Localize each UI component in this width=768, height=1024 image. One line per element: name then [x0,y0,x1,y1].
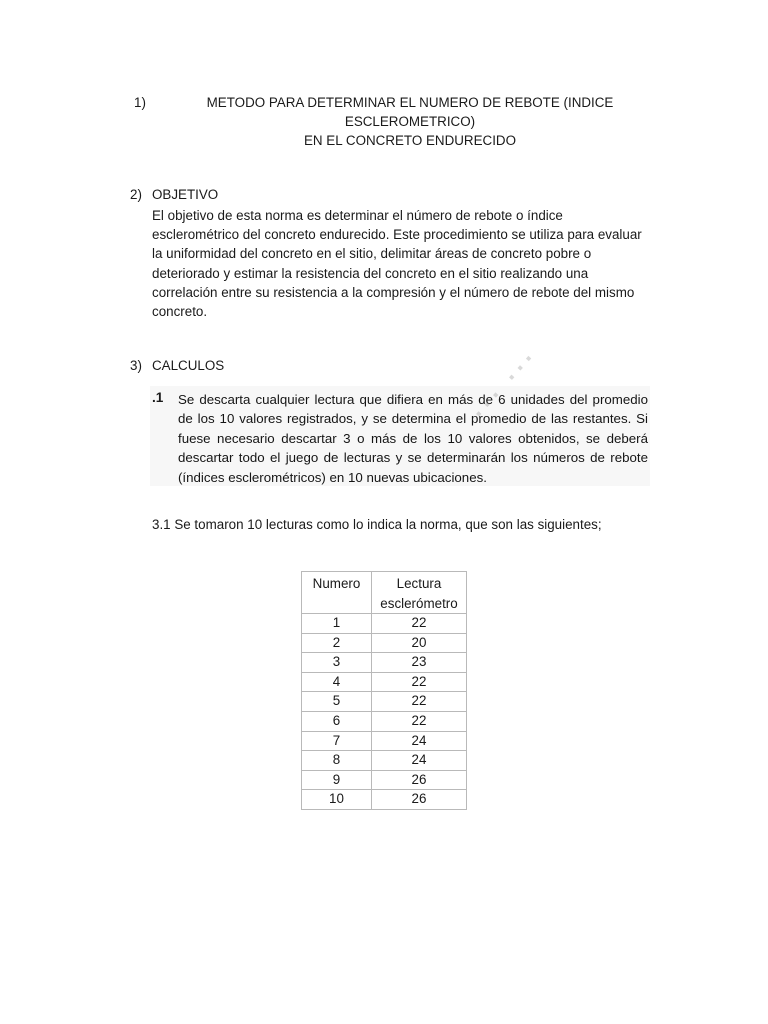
cell-lectura: 22 [372,672,467,692]
table-row [302,692,467,712]
cell-numero: 3 [302,653,372,673]
table-row [302,731,467,751]
cell-numero: 4 [302,672,372,692]
cell-lectura: 22 [372,692,467,712]
section-3-number: 3) [130,358,142,373]
paragraph-line: El objetivo de esta norma es determinar el número de rebote o índice [152,208,563,223]
cell-lectura: 20 [372,633,467,653]
table-row [302,751,467,771]
section-2-paragraph [152,206,662,321]
table-row [302,672,467,692]
cell-numero: 7 [302,731,372,751]
section-3-1-intro: 3.1 Se tomaron 10 lecturas como lo indica la norma, que son las siguientes; [152,517,602,532]
section-3-heading: CALCULOS [152,358,225,373]
cell-lectura: 23 [372,653,467,673]
paragraph-line: concreto. [152,304,208,320]
table-row [302,770,467,790]
excerpt-text: Se descarta cualquier lectura que difiera en más de 6 unidades del promedio de los 10 valores registrados, y se determina el promedio de las restantes. Si fuese necesario descartar 3 o más de los 10 valores obtenidos, se deberá descartar todo el juego de lecturas y se determinarán los números de rebote (índices esclerométricos) en 10 nuevas ubicaciones. [178,392,648,485]
cell-lectura: 22 [372,614,467,634]
cell-lectura: 26 [372,770,467,790]
cell-numero: 5 [302,692,372,712]
section-1-title [130,93,670,150]
cell-numero: 1 [302,614,372,634]
section-2-number: 2) [130,187,142,202]
cell-numero: 8 [302,751,372,771]
cell-lectura: 26 [372,790,467,810]
paragraph-line: correlación entre su resistencia a la compresión y el número de rebote del mismo [152,284,635,300]
excerpt-bullet: .1 [152,390,164,405]
section-1-title-line1: METODO PARA DETERMINAR EL NUMERO DE REBOTE (INDICE ESCLEROMETRICO) [206,95,614,129]
cell-numero: 2 [302,633,372,653]
header-lectura-line2: esclerómetro [380,595,458,611]
cell-numero: 10 [302,790,372,810]
paragraph-line: la uniformidad del concreto en el sitio, delimitar áreas de concreto pobre o [152,246,592,262]
table-row [302,790,467,810]
scan-watermark-mark: ··· ··· [464,341,546,427]
section-2-heading: OBJETIVO [152,187,219,202]
scanned-excerpt [150,386,650,486]
table-row [302,614,467,634]
table-row [302,633,467,653]
cell-numero: 6 [302,711,372,731]
table-header-row [302,572,467,614]
section-1-number: 1) [134,95,146,110]
section-1-title-line2: EN EL CONCRETO ENDURECIDO [303,133,517,148]
table-row [302,653,467,673]
readings-table [301,571,467,810]
table-row [302,711,467,731]
paragraph-line: deteriorado y estimar la resistencia del concreto en el sitio realizando una [152,265,589,281]
cell-lectura: 24 [372,731,467,751]
header-numero: Numero [302,572,372,614]
header-lectura-line1: Lectura [396,576,442,591]
cell-numero: 9 [302,770,372,790]
header-lectura [372,572,467,614]
paragraph-line: esclerométrico del concreto endurecido. Este procedimiento se utiliza para evaluar [152,227,642,243]
cell-lectura: 24 [372,751,467,771]
cell-lectura: 22 [372,711,467,731]
